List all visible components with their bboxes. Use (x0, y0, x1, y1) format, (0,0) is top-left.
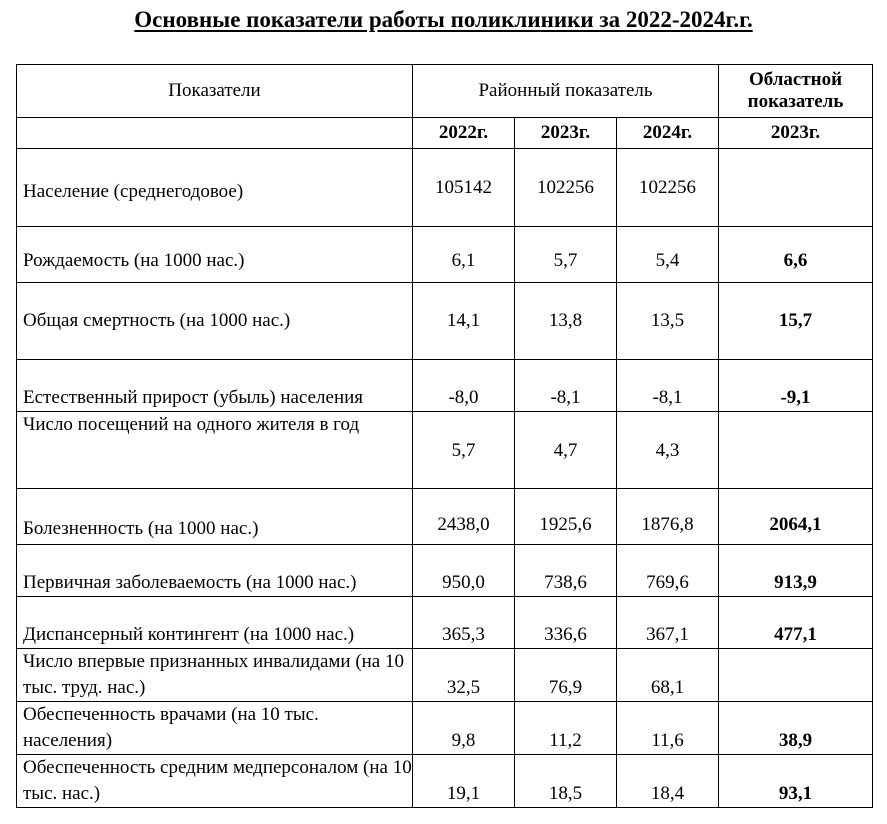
table-row (17, 489, 873, 545)
row-label: Обеспеченность врачами (на 10 тыс. населения) (17, 702, 413, 755)
cell-2023: 76,9 (515, 649, 617, 702)
row-label: Обеспеченность средним медперсоналом (на 10 тыс. нас.) (17, 755, 413, 808)
cell-2023: 4,7 (515, 412, 617, 489)
cell-2024: -8,1 (617, 360, 719, 412)
header-indicators: Показатели (17, 65, 413, 118)
cell-2022: 2438,0 (413, 489, 515, 545)
cell-2024: 11,6 (617, 702, 719, 755)
row-label: Число посещений на одного жителя в год (17, 412, 413, 489)
header-row-1 (17, 65, 873, 118)
table-row (17, 360, 873, 412)
header-year-2022: 2022г. (413, 118, 515, 149)
cell-2024: 18,4 (617, 755, 719, 808)
cell-regional: -9,1 (719, 360, 873, 412)
table-row (17, 412, 873, 489)
cell-2023: 13,8 (515, 283, 617, 360)
header-year-2023: 2023г. (515, 118, 617, 149)
cell-regional: 913,9 (719, 545, 873, 597)
row-label: Естественный прирост (убыль) населения (17, 360, 413, 412)
table-row (17, 227, 873, 283)
indicators-table (16, 64, 873, 808)
cell-regional: 477,1 (719, 597, 873, 649)
header-regional: Областной показатель (719, 65, 873, 118)
cell-regional: 93,1 (719, 755, 873, 808)
header-regional-year: 2023г. (719, 118, 873, 149)
table-row (17, 597, 873, 649)
cell-regional (719, 412, 873, 489)
cell-2023: -8,1 (515, 360, 617, 412)
cell-2022: 5,7 (413, 412, 515, 489)
cell-2023: 11,2 (515, 702, 617, 755)
cell-2024: 68,1 (617, 649, 719, 702)
table-row (17, 702, 873, 755)
cell-2022: 105142 (413, 149, 515, 227)
cell-2022: 32,5 (413, 649, 515, 702)
cell-2022: -8,0 (413, 360, 515, 412)
cell-2024: 1876,8 (617, 489, 719, 545)
table-row (17, 545, 873, 597)
table-row (17, 755, 873, 808)
cell-2024: 5,4 (617, 227, 719, 283)
page-title: Основные показатели работы поликлиники за 2022-2024г.г. (134, 7, 753, 32)
cell-2022: 6,1 (413, 227, 515, 283)
row-label: Первичная заболеваемость (на 1000 нас.) (17, 545, 413, 597)
cell-2022: 19,1 (413, 755, 515, 808)
cell-2023: 18,5 (515, 755, 617, 808)
row-label: Число впервые признанных инвалидами (на 10 тыс. труд. нас.) (17, 649, 413, 702)
header-row-2 (17, 118, 873, 149)
cell-regional (719, 149, 873, 227)
cell-regional: 38,9 (719, 702, 873, 755)
row-label: Диспансерный контингент (на 1000 нас.) (17, 597, 413, 649)
table-row (17, 149, 873, 227)
cell-2022: 14,1 (413, 283, 515, 360)
row-label: Население (среднегодовое) (17, 149, 413, 227)
table-row (17, 283, 873, 360)
row-label: Общая смертность (на 1000 нас.) (17, 283, 413, 360)
row-label: Рождаемость (на 1000 нас.) (17, 227, 413, 283)
header-year-2024: 2024г. (617, 118, 719, 149)
header-empty-cell (17, 118, 413, 149)
cell-2023: 1925,6 (515, 489, 617, 545)
cell-2024: 769,6 (617, 545, 719, 597)
cell-regional (719, 649, 873, 702)
cell-2022: 950,0 (413, 545, 515, 597)
cell-2023: 738,6 (515, 545, 617, 597)
cell-2023: 102256 (515, 149, 617, 227)
cell-2024: 13,5 (617, 283, 719, 360)
cell-2024: 367,1 (617, 597, 719, 649)
cell-regional: 2064,1 (719, 489, 873, 545)
cell-regional: 6,6 (719, 227, 873, 283)
cell-2023: 5,7 (515, 227, 617, 283)
cell-2023: 336,6 (515, 597, 617, 649)
table-row (17, 649, 873, 702)
cell-regional: 15,7 (719, 283, 873, 360)
row-label: Болезненность (на 1000 нас.) (17, 489, 413, 545)
cell-2024: 102256 (617, 149, 719, 227)
header-district: Районный показатель (413, 65, 719, 118)
cell-2022: 9,8 (413, 702, 515, 755)
cell-2022: 365,3 (413, 597, 515, 649)
cell-2024: 4,3 (617, 412, 719, 489)
